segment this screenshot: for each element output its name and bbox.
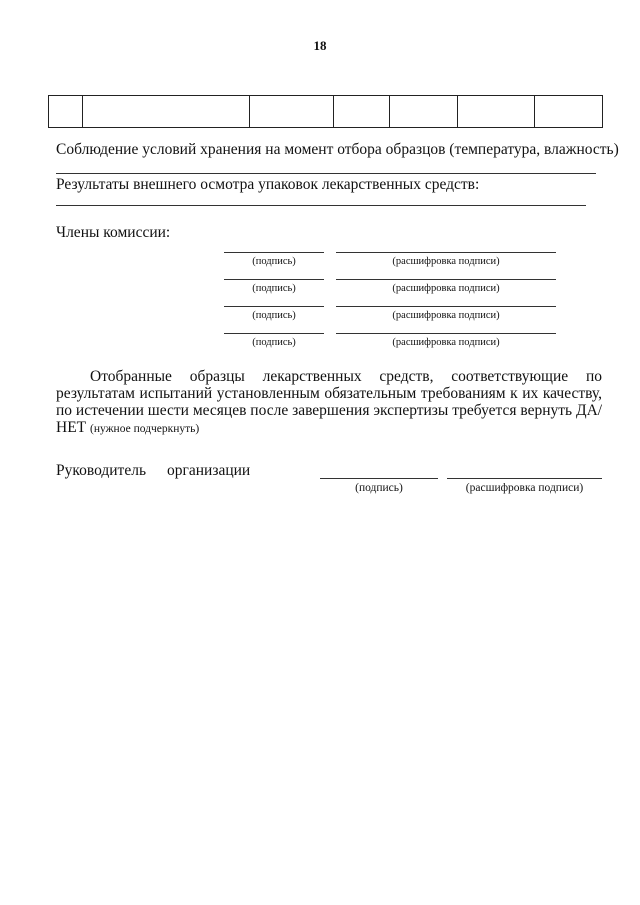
signature-caption: (подпись) [252, 337, 296, 348]
decode-line [336, 252, 556, 253]
head-decode-line [447, 478, 602, 479]
signature-caption: (подпись) [252, 256, 296, 267]
return-samples-paragraph [56, 368, 602, 438]
signature-line [224, 306, 324, 307]
head-label-organization: организации [167, 462, 251, 479]
decode-caption: (расшифровка подписи) [392, 310, 500, 321]
head-label-position: Руководитель [56, 462, 147, 479]
samples-table-fragment [48, 95, 603, 128]
table-cell [49, 96, 83, 128]
paragraph-line-last [56, 419, 602, 438]
inspection-results-line [56, 205, 586, 206]
paragraph-line: Отобранные образцы лекарственных средств, соответствующие по [90, 368, 602, 385]
decode-caption: (расшифровка подписи) [392, 337, 500, 348]
table-cell [83, 96, 250, 128]
paragraph-line: по истечении шести месяцев после завершения экспертизы требуется вернуть ДА/ [56, 402, 603, 419]
signature-caption: (подпись) [252, 283, 296, 294]
decode-caption: (расшифровка подписи) [392, 283, 500, 294]
answer-no: НЕТ [56, 419, 87, 436]
signature-line [224, 333, 324, 334]
head-decode-caption: (расшифровка подписи) [465, 482, 584, 494]
table-row [49, 96, 603, 128]
table-cell [390, 96, 458, 128]
table-cell [535, 96, 603, 128]
page-number: 18 [313, 38, 327, 53]
storage-conditions-line [56, 173, 596, 174]
head-signature-caption: (подпись) [355, 482, 403, 494]
underline-note: (нужное подчеркнуть) [90, 423, 200, 435]
table-cell [458, 96, 535, 128]
inspection-results-label: Результаты внешнего осмотра упаковок лекарственных средств: [56, 176, 480, 193]
decode-line [336, 279, 556, 280]
signature-line [224, 252, 324, 253]
table-cell [250, 96, 334, 128]
signature-caption: (подпись) [252, 310, 296, 321]
decode-line [336, 333, 556, 334]
commission-members-label: Члены комиссии: [56, 224, 171, 241]
paragraph-line: результатам испытаний установленным обязательным требованиям к их качеству, [56, 385, 602, 402]
decode-caption: (расшифровка подписи) [392, 256, 500, 267]
decode-line [336, 306, 556, 307]
storage-conditions-label: Соблюдение условий хранения на момент отбора образцов (температура, влажность) [56, 141, 619, 158]
signature-line [224, 279, 324, 280]
head-signature-line [320, 478, 438, 479]
table-cell [334, 96, 390, 128]
